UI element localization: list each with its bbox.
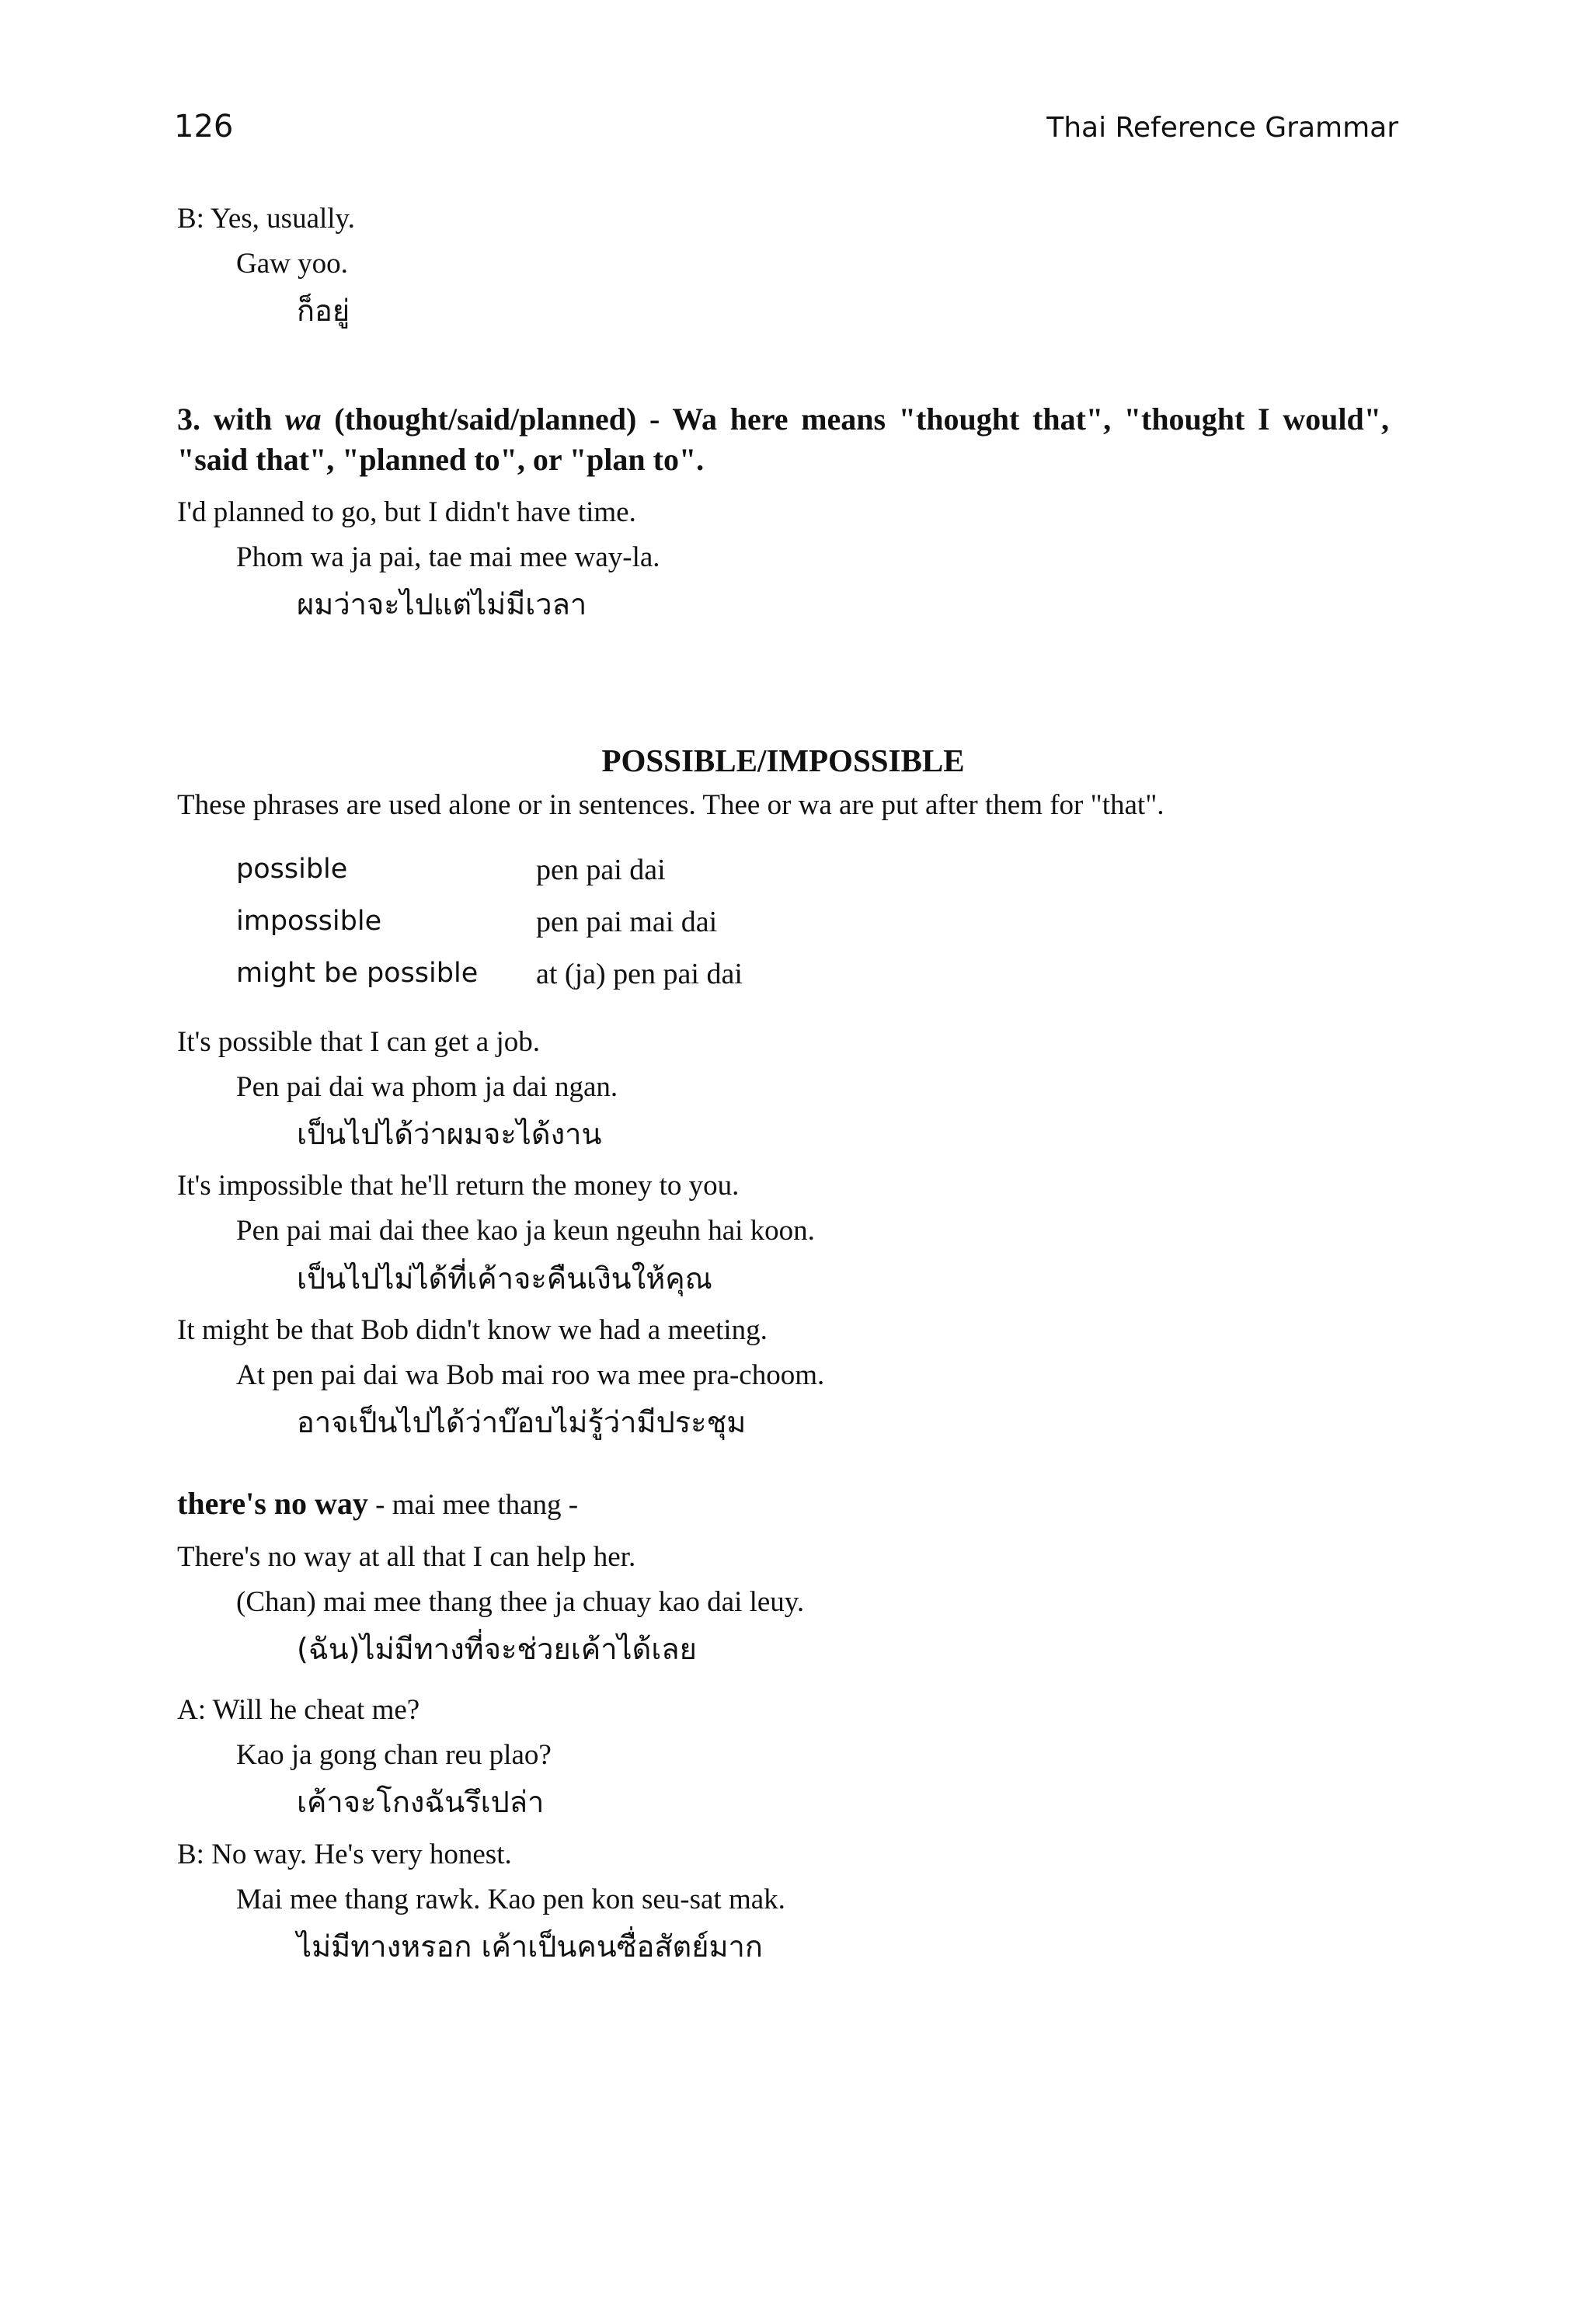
thai-script: เป็นไปไม่ได้ที่เค้าจะคืนเงินให้คุณ [297, 1261, 712, 1296]
vocab-english: impossible [236, 906, 382, 938]
section-3-title: 3. with wa (thought/said/planned) [177, 401, 637, 437]
english-sentence: It's impossible that he'll return the money to you. [177, 1170, 740, 1202]
page-number: 126 [174, 109, 234, 144]
thai-script: ผมว่าจะไปแต่ไม่มีเวลา [297, 586, 587, 621]
vocab-thai: pen pai mai dai [536, 905, 718, 938]
transliteration: (Chan) mai mee thang thee ja chuay kao dai leuy. [236, 1585, 805, 1618]
section-3-heading [177, 399, 1389, 480]
vocab-row [236, 844, 1389, 896]
thai-script: (ฉัน)ไม่มีทางที่จะช่วยเค้าได้เลย [297, 1631, 697, 1666]
vocab-english: might be possible [236, 958, 479, 990]
transliteration: Pen pai dai wa phom ja dai ngan. [236, 1070, 618, 1103]
vocab-table [177, 844, 1389, 1000]
english-sentence: B: Yes, usually. [177, 203, 355, 235]
english-sentence: There's no way at all that I can help her. [177, 1540, 636, 1573]
english-sentence: B: No way. He's very honest. [177, 1838, 512, 1870]
english-sentence: A: Will he cheat me? [177, 1694, 420, 1727]
vocab-row [236, 896, 1389, 948]
thai-script: ก็อยู่ [297, 294, 350, 329]
transliteration: Pen pai mai dai thee kao ja keun ngeuhn hai koon. [236, 1215, 815, 1247]
transliteration: Gaw yoo. [236, 248, 348, 280]
english-sentence: It's possible that I can get a job. [177, 1025, 540, 1058]
thai-script: ไม่มีทางหรอก เค้าเป็นคนซื่อสัตย์มาก [297, 1929, 763, 1964]
transliteration: Kao ja gong chan reu plao? [236, 1739, 552, 1772]
section-intro: These phrases are used alone or in sentences. Thee or wa are put after them for "that". [177, 788, 1165, 821]
subsection-title: there's no way [177, 1486, 368, 1522]
vocab-thai: pen pai dai [536, 853, 666, 886]
subsection-heading [177, 1484, 1389, 1524]
thai-script: เป็นไปได้ว่าผมจะได้งาน [297, 1116, 602, 1151]
english-sentence: I'd planned to go, but I didn't have time. [177, 496, 636, 528]
vocab-row [236, 948, 1389, 1000]
english-sentence: It might be that Bob didn't know we had a meeting. [177, 1313, 768, 1346]
transliteration: Phom wa ja pai, tae mai mee way-la. [236, 541, 660, 573]
vocab-english: possible [236, 854, 348, 885]
section-3-description: - Wa here means "thought that", "thought I would", "said that", "planned to", or "plan to". [177, 401, 1389, 477]
thai-script: เค้าจะโกงฉันรึเปล่า [297, 1785, 545, 1820]
running-head: Thai Reference Grammar [1046, 112, 1398, 144]
thai-script: อาจเป็นไปได้ว่าบ๊อบไม่รู้ว่ามีประชุม [297, 1405, 747, 1440]
section-title: POSSIBLE/IMPOSSIBLE [601, 743, 965, 779]
transliteration: At pen pai dai wa Bob mai roo wa mee pra-choom. [236, 1359, 825, 1391]
transliteration: Mai mee thang rawk. Kao pen kon seu-sat mak. [236, 1883, 785, 1915]
page-body [177, 200, 1389, 1966]
subsection-gloss: - mai mee thang - [367, 1489, 579, 1522]
vocab-thai: at (ja) pen pai dai [536, 957, 743, 990]
